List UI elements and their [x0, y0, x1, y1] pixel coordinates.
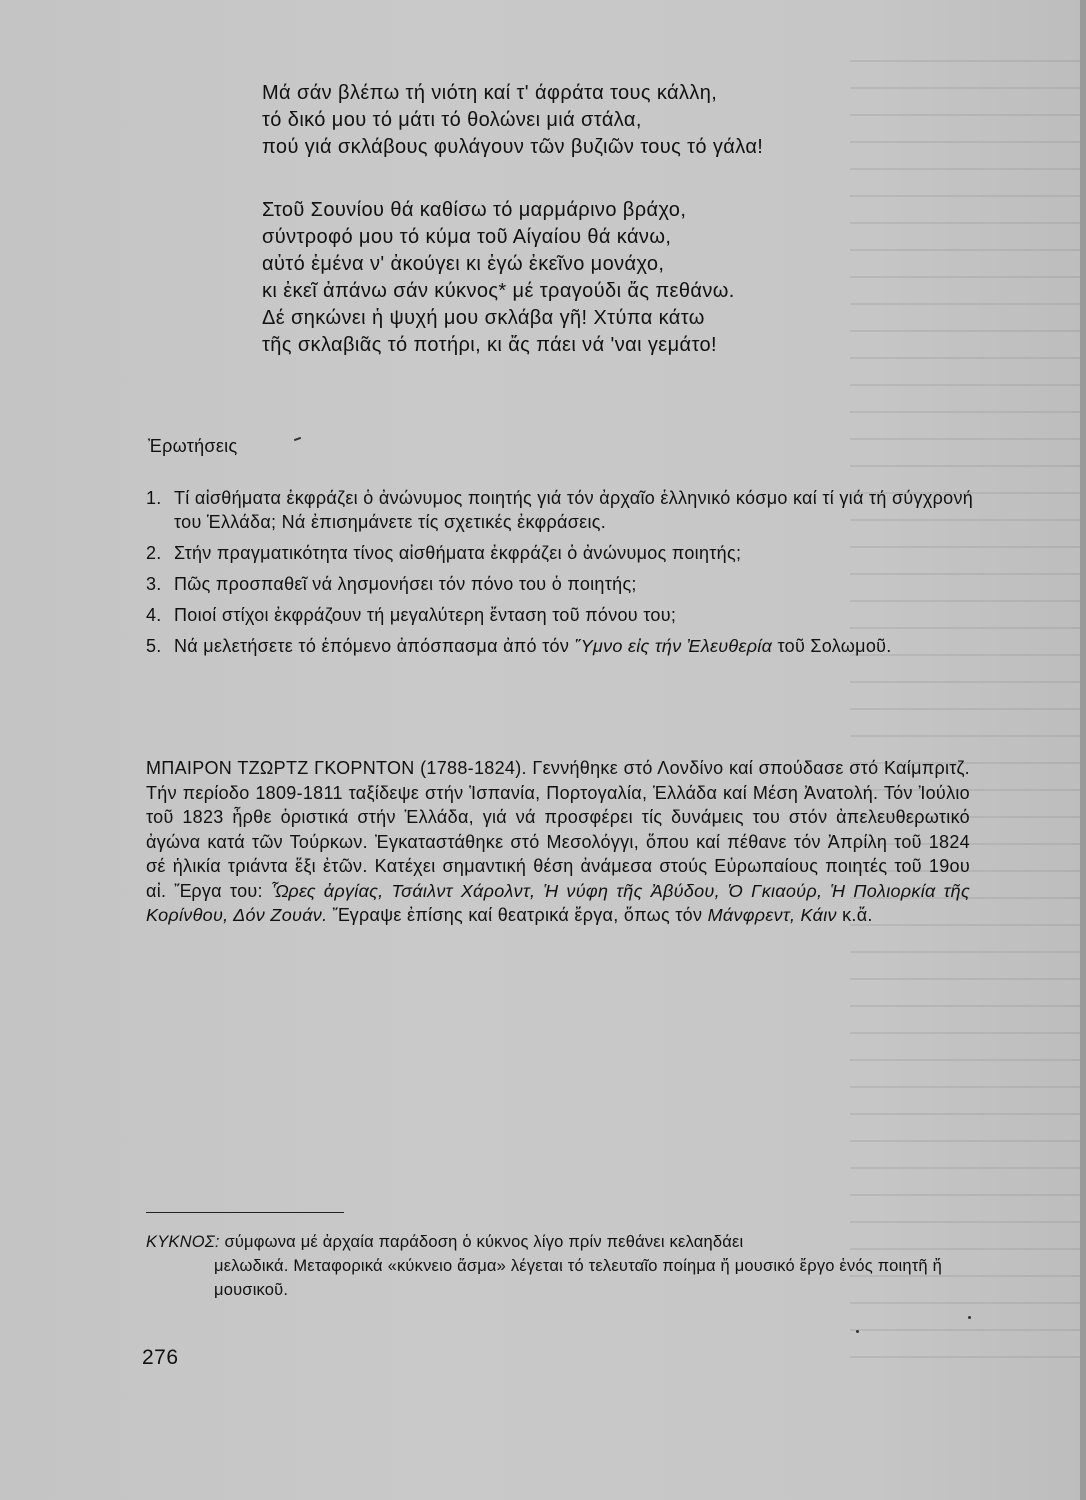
footnote-rule: [146, 1212, 344, 1213]
poem-line: αὐτό ἐμένα ν' ἀκούγει κι ἐγώ ἐκεῖνο μονάχο,: [262, 253, 665, 275]
question-text-part: Νά μελετήσετε τό ἑπόμενο ἀπόσπασμα ἀπό τόν: [174, 636, 575, 656]
question-text: Ποιοί στίχοι ἐκφράζουν τή μεγαλύτερη ἔνταση τοῦ πόνου του;: [174, 605, 677, 625]
poem-excerpt: [262, 80, 902, 359]
scan-speck: [856, 1330, 859, 1333]
question-item: [146, 603, 976, 627]
poem-line: τῆς σκλαβιᾶς τό ποτήρι, κι ἄς πάει νά 'ναι γεμάτο!: [262, 334, 717, 356]
bio-text: Ἔγραψε ἐπίσης καί θεατρικά ἔργα, ὅπως τόν: [327, 905, 708, 925]
question-item: [146, 572, 976, 596]
poet-biography: [146, 756, 970, 928]
question-text: Τί αἰσθήματα ἐκφράζει ὁ ἀνώνυμος ποιητής γιά τόν ἀρχαῖο ἑλληνικό κόσμο καί τί γιά τή σύγχρονή του Ἑλλάδα; Νά ἐπισημάνετε τίς σχετικές ἐκφράσεις.: [174, 488, 974, 532]
question-text: Πῶς προσπαθεῖ νά λησμονήσει τόν πόνο του ὁ ποιητής;: [174, 574, 637, 594]
stanza-break: [262, 161, 902, 197]
poem-line: Δέ σηκώνει ἡ ψυχή μου σκλάβα γῆ! Χτύπα κάτω: [262, 307, 705, 329]
footnote-continuation: μελωδικά. Μεταφορικά «κύκνειο ἄσμα» λέγεται τό τελευταῖο ποίημα ἤ μουσικό ἔργο ἑνός ποιητῆ ἤ μουσικοῦ.: [214, 1257, 942, 1299]
scan-mark: [294, 437, 301, 441]
scan-speck: [968, 1316, 971, 1319]
question-number: 1.: [146, 488, 162, 508]
footnote-text: σύμφωνα μέ ἀρχαία παράδοση ὁ κύκνος λίγο πρίν πεθάνει κελαηδάει: [219, 1233, 744, 1251]
plays-list: Μάνφρεντ, Κάιν: [707, 905, 837, 925]
questions-heading: Ἐρωτήσεις: [148, 436, 238, 456]
question-number: 2.: [146, 543, 162, 563]
question-number: 5.: [146, 636, 162, 656]
questions-list: [146, 486, 976, 665]
bio-text: ΜΠΑΙΡΟΝ ΤΖΩΡΤΖ ΓΚΟΡΝΤΟΝ (1788-1824). Γεννήθηκε στό Λονδίνο καί σπούδασε στό Καίμπριτζ. Τήν περίοδο 1809-1811 ταξίδεψε στήν Ἱσπανία, Πορτογαλία, Ἑλλάδα καί Μέση Ἀνατολή. Τόν Ἰούλιο τοῦ 1823 ἦρθε ὁριστικά στήν Ἑλλάδα, γιά νά προσφέρει τίς δυνάμεις του στόν ἀπελευθερωτικό ἀγώνα κατά τῶν Τούρκων. Ἐγκαταστάθηκε στό Μεσολόγγι, ὅπου καί πέθανε τόν Ἀπρίλη τοῦ 1824 σέ ἡλικία τριάντα ἕξι ἐτῶν. Κατέχει σημαντική θέση ἀνάμεσα στούς Εὐρωπαίους ποιητές τοῦ 19ου αἰ. Ἔργα του:: [146, 758, 970, 901]
question-text: [174, 634, 976, 658]
question-number: 4.: [146, 605, 162, 625]
poem-line: Μά σάν βλέπω τή νιότη καί τ' άφράτα τους κάλλη,: [262, 82, 718, 104]
question-item: [146, 541, 976, 565]
bio-text: κ.ἄ.: [836, 905, 873, 925]
poem-line: σύντροφό μου τό κύμα τοῦ Αίγαίου θά κάνω,: [262, 226, 672, 248]
poem-line: πού γιά σκλάβους φυλάγουν τῶν βυζιῶν τους τό γάλα!: [262, 136, 764, 158]
question-item: [146, 634, 976, 658]
footnote-term: ΚΥΚΝΟΣ:: [146, 1233, 220, 1251]
works-list: Ὧρες ἀργίας, Τσάιλντ Χάρολντ, Ἡ νύφη τῆς Ἀβύδου, Ὁ Γκιαούρ, Ἡ Πολιορκία τῆς Κορίνθου, Δόν Ζουάν.: [146, 880, 970, 925]
question-text: Στήν πραγματικότητα τίνος αἰσθήματα ἐκφράζει ὁ ἀνώνυμος ποιητής;: [174, 543, 742, 563]
poem-line: τό δικό μου τό μάτι τό θολώνει μιά στάλα,: [262, 109, 642, 131]
poem-line: κι ἐκεῖ ἀπάνω σάν κύκνος* μέ τραγούδι ἄς πεθάνω.: [262, 280, 735, 302]
page-edge-shadow: [1080, 0, 1086, 1500]
footnote-first-line: [146, 1230, 966, 1254]
poem-line: Στοῦ Σουνίου θά καθίσω τό μαρμάρινο βράχο,: [262, 199, 687, 221]
question-number: 3.: [146, 574, 162, 594]
question-text-part: τοῦ Σολωμοῦ.: [772, 636, 892, 656]
work-title: Ὕμνο εἰς τήν Ἐλευθερία: [574, 636, 773, 656]
footnote: [146, 1230, 966, 1302]
question-item: [146, 486, 976, 534]
page-number: 276: [142, 1346, 179, 1369]
